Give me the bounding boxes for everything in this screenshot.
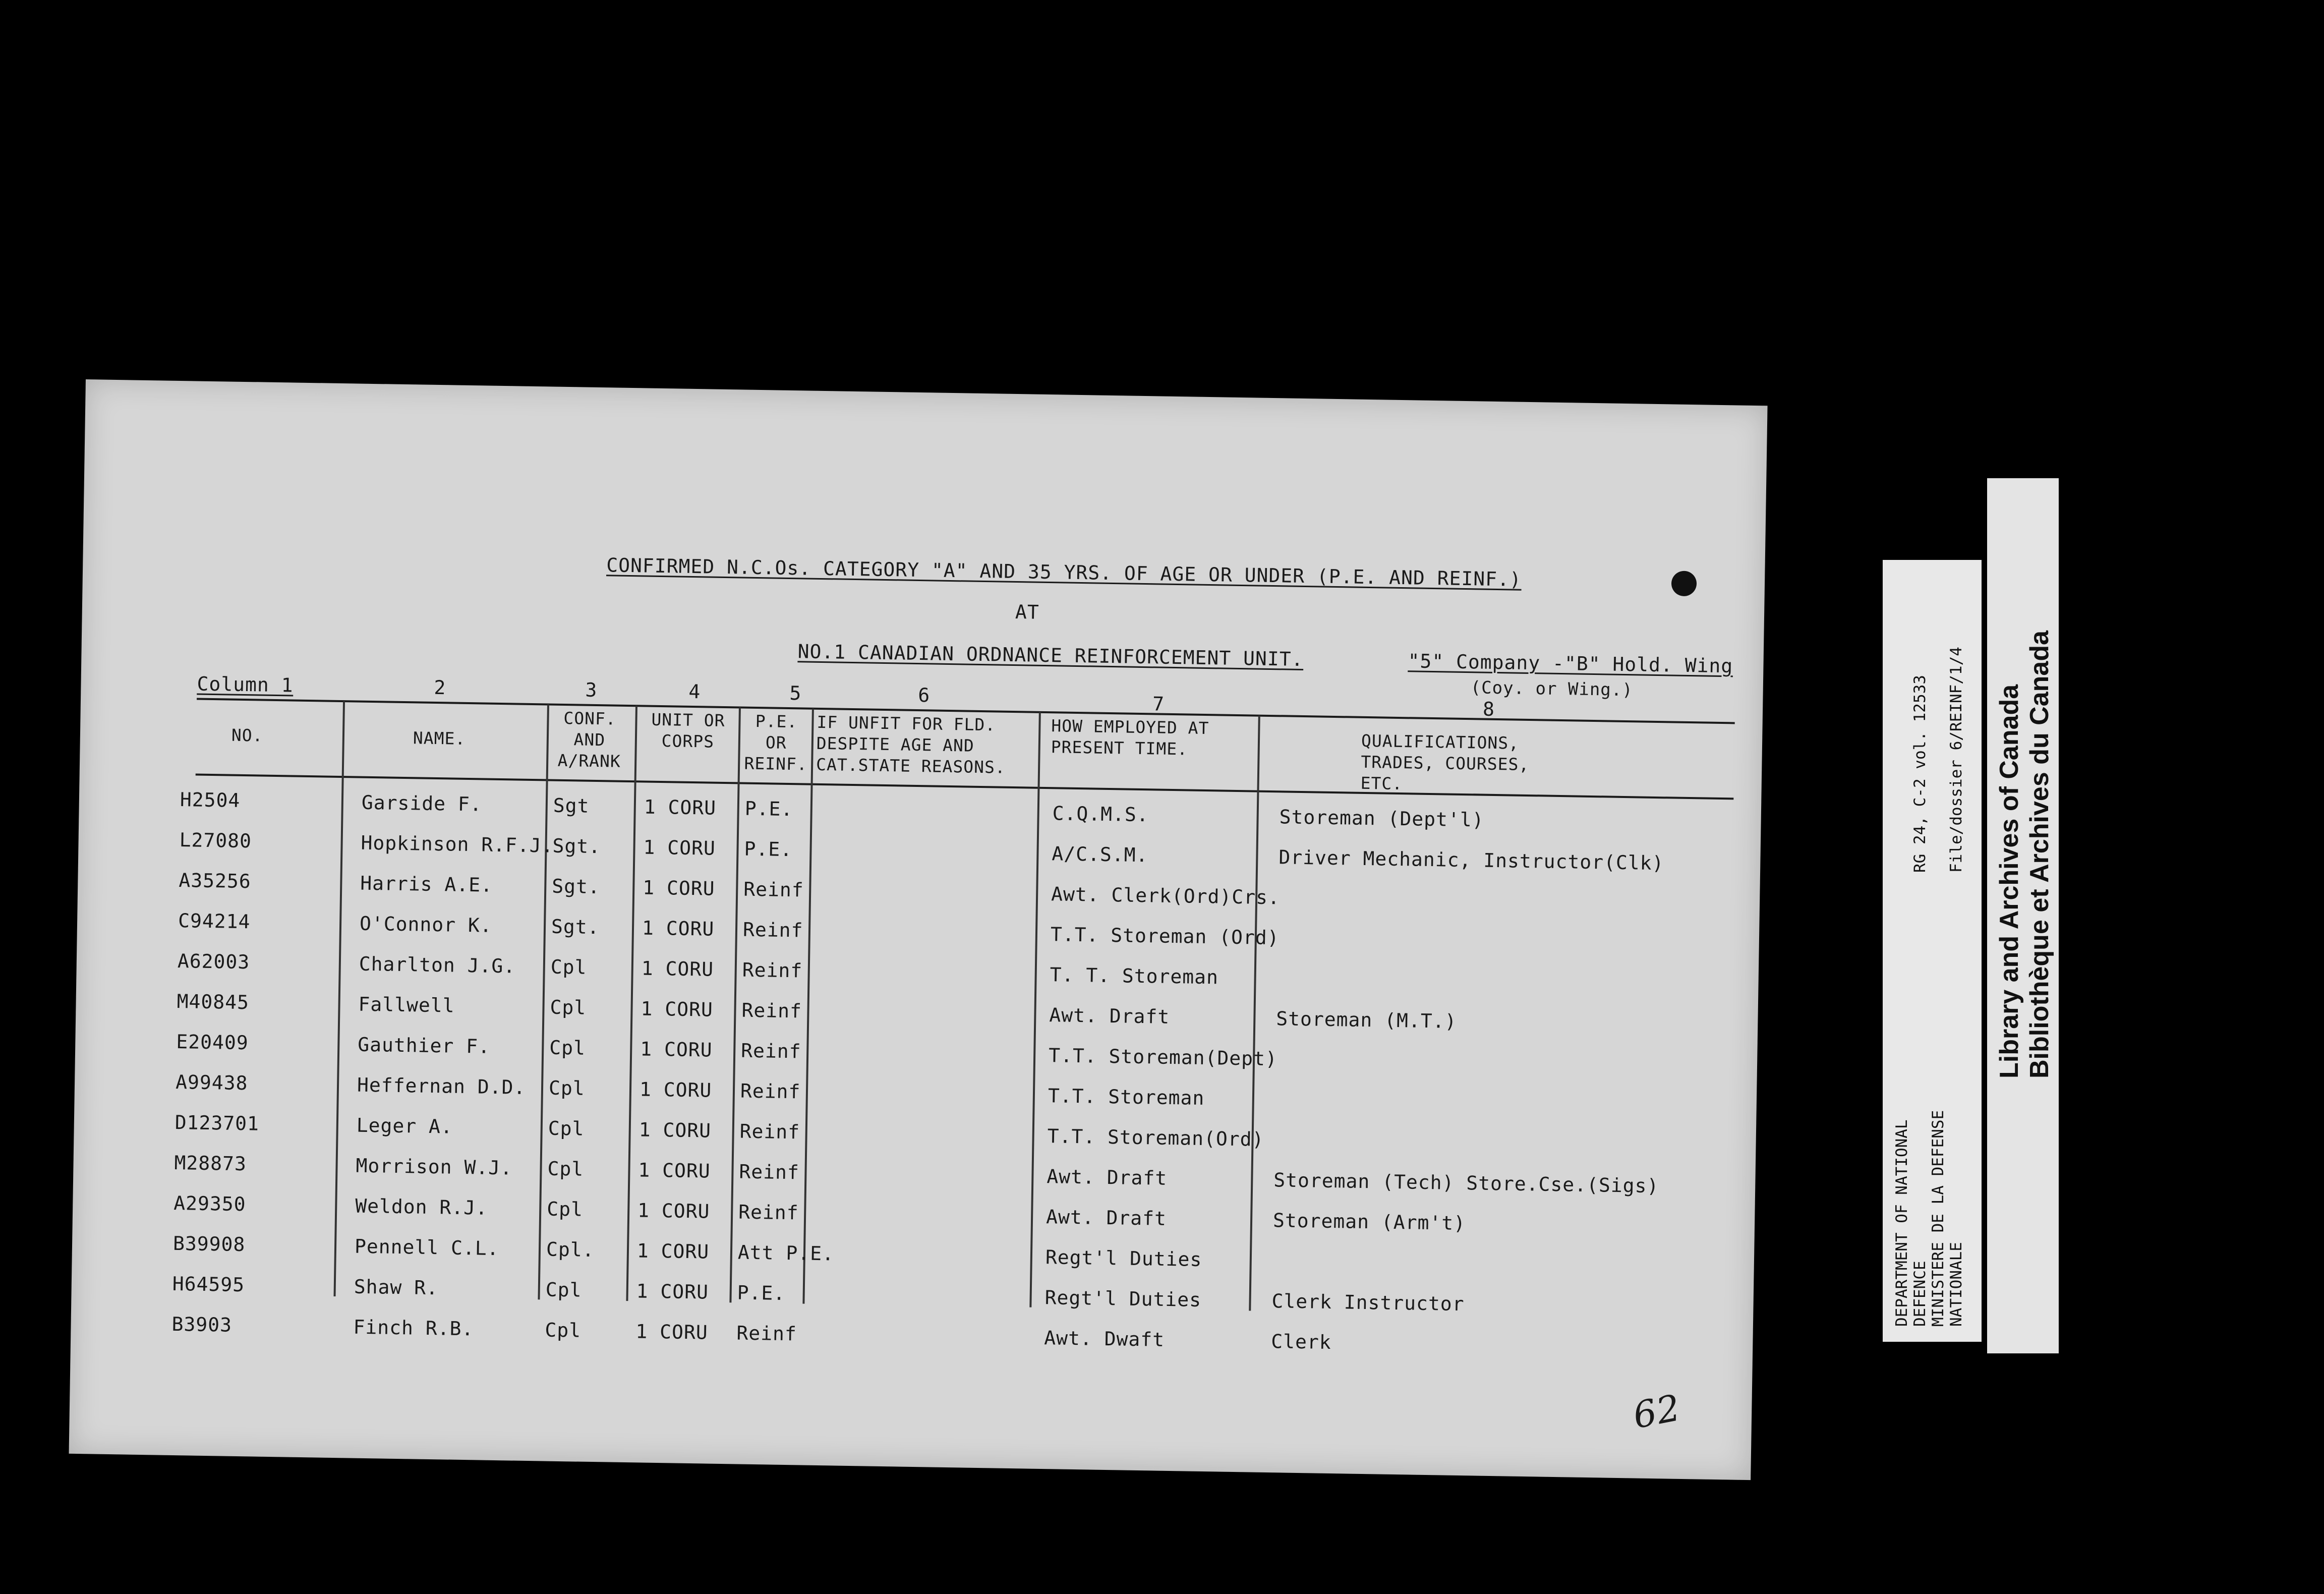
- row-rank: Cpl: [546, 1198, 584, 1221]
- row-name: Finch R.B.: [353, 1316, 474, 1340]
- row-rank: Sgt: [553, 794, 590, 817]
- header-conf-rank: CONF. AND A/RANK: [557, 708, 621, 771]
- department-line: NATIONALE: [1947, 1242, 1965, 1327]
- row-pe: Reinf: [739, 1120, 800, 1144]
- department-line: DEFENCE: [1911, 1261, 1929, 1327]
- company-label: (Coy. or Wing.): [1470, 677, 1634, 701]
- column-number: 2: [434, 676, 446, 699]
- column-rule: [626, 706, 637, 1301]
- row-no: H2504: [180, 788, 241, 812]
- row-employed: Regt'l Duties: [1045, 1246, 1202, 1271]
- row-no: M28873: [174, 1151, 247, 1175]
- row-pe: Reinf: [741, 999, 802, 1022]
- row-pe: P.E.: [744, 837, 793, 861]
- row-pe: Reinf: [738, 1201, 799, 1224]
- row-pe: Reinf: [740, 1079, 801, 1103]
- row-name: Weldon R.J.: [355, 1194, 488, 1219]
- column-number: 6: [918, 684, 931, 707]
- row-rank: Sgt.: [552, 834, 601, 858]
- header-pe-reinf: P.E. OR REINF.: [744, 711, 808, 774]
- row-pe: Att P.E.: [737, 1241, 835, 1265]
- row-name: Garside F.: [361, 791, 482, 816]
- row-employed: C.Q.M.S.: [1052, 802, 1149, 826]
- row-rank: Cpl: [549, 1036, 586, 1059]
- column-rule: [1249, 716, 1260, 1311]
- document-title: CONFIRMED N.C.Os. CATEGORY "A" AND 35 YRS. OF AGE OR UNDER (P.E. AND REINF.): [606, 554, 1522, 591]
- header-no: NO.: [231, 725, 263, 746]
- row-unit: 1 CORU: [637, 1199, 710, 1223]
- row-unit: 1 CORU: [638, 1159, 711, 1182]
- row-no: C94214: [178, 909, 251, 933]
- row-qualifications: Storeman (Arm't): [1272, 1209, 1466, 1235]
- row-unit: 1 CORU: [639, 1078, 712, 1102]
- row-qualifications: Storeman (Dept'l): [1279, 806, 1484, 831]
- row-no: A35256: [179, 869, 252, 893]
- row-no: D123701: [175, 1111, 260, 1135]
- row-name: Charlton J.G.: [359, 952, 516, 978]
- row-employed: Awt. Dwaft: [1044, 1327, 1165, 1351]
- header-employed: HOW EMPLOYED AT PRESENT TIME.: [1051, 716, 1209, 759]
- row-name: Harris A.E.: [360, 872, 493, 896]
- row-rank: Cpl: [545, 1278, 582, 1301]
- row-employed: T.T. Storeman(Dept): [1048, 1044, 1278, 1070]
- row-name: Hopkinson R.F.J.: [361, 831, 554, 857]
- row-name: Pennell C.L.: [354, 1235, 499, 1260]
- archive-reference-label: [1883, 560, 1982, 1342]
- row-employed: Awt. Draft: [1047, 1165, 1168, 1189]
- row-no: L27080: [179, 829, 252, 852]
- column-number: 8: [1482, 698, 1495, 720]
- row-pe: Reinf: [736, 1322, 797, 1345]
- row-rank: Cpl: [548, 1076, 586, 1100]
- row-no: B3903: [171, 1313, 233, 1336]
- record-group-reference: RG 24, C-2 vol. 12533: [1911, 675, 1929, 873]
- row-no: A62003: [177, 950, 250, 974]
- page-number-handwritten: 62: [1630, 1386, 1684, 1437]
- row-unit: 1 CORU: [636, 1239, 710, 1263]
- row-unit: 1 CORU: [640, 1038, 713, 1061]
- row-unit: 1 CORU: [642, 917, 715, 940]
- row-employed: T.T. Storeman (Ord): [1050, 923, 1280, 949]
- header-unit: UNIT OR CORPS: [651, 709, 725, 752]
- column-number: 7: [1152, 693, 1165, 715]
- row-employed: Awt. Draft: [1045, 1206, 1167, 1230]
- row-pe: P.E.: [744, 797, 793, 821]
- row-qualifications: Clerk Instructor: [1271, 1290, 1465, 1316]
- header-unfit: IF UNFIT FOR FLD. DESPITE AGE AND CAT.STATE REASONS.: [816, 712, 1006, 777]
- row-rank: Cpl.: [546, 1238, 595, 1262]
- row-no: M40845: [177, 990, 250, 1014]
- row-qualifications: Storeman (M.T.): [1276, 1007, 1457, 1033]
- row-name: O'Connor K.: [359, 912, 493, 937]
- row-pe: Reinf: [740, 1039, 801, 1063]
- row-no: B39908: [172, 1232, 246, 1256]
- row-employed: T.T. Storeman(Ord): [1047, 1125, 1264, 1151]
- row-name: Heffernan D.D.: [357, 1073, 526, 1099]
- row-rank: Cpl: [545, 1319, 582, 1342]
- row-pe: P.E.: [737, 1281, 786, 1305]
- department-line: MINISTERE DE LA DEFENSE: [1929, 1110, 1947, 1327]
- row-employed: Awt. Draft: [1049, 1004, 1170, 1028]
- row-pe: Reinf: [739, 1160, 800, 1184]
- lac-label: [1987, 478, 2059, 1353]
- header-qualifications: QUALIFICATIONS, TRADES, COURSES, ETC.: [1360, 730, 1530, 794]
- row-rank: Cpl: [548, 1117, 585, 1140]
- file-reference: File/dossier 6/REINF/1/4: [1947, 647, 1965, 873]
- row-unit: 1 CORU: [641, 997, 714, 1021]
- row-rank: Sgt.: [551, 915, 600, 939]
- column-number: 3: [585, 678, 598, 702]
- row-no: A29350: [173, 1191, 246, 1216]
- row-rank: Sgt.: [551, 875, 601, 898]
- row-rank: Cpl: [550, 996, 587, 1019]
- row-qualifications: Clerk: [1270, 1330, 1332, 1354]
- row-pe: Reinf: [742, 958, 803, 982]
- row-employed: Awt. Clerk(Ord)Crs.: [1051, 883, 1281, 909]
- row-name: Leger A.: [356, 1114, 453, 1138]
- document-subtitle-at: AT: [1015, 601, 1040, 623]
- column-rule: [334, 701, 345, 1296]
- row-name: Morrison W.J.: [356, 1154, 513, 1179]
- row-unit: 1 CORU: [642, 876, 715, 900]
- row-unit: 1 CORU: [644, 795, 717, 819]
- punch-hole: [1671, 571, 1697, 596]
- row-unit: 1 CORU: [641, 957, 714, 981]
- row-unit: 1 CORU: [635, 1320, 709, 1344]
- department-line: DEPARTMENT OF NATIONAL: [1893, 1119, 1911, 1327]
- row-name: Fallwell: [358, 993, 455, 1017]
- row-name: Shaw R.: [354, 1275, 439, 1299]
- row-name: Gauthier F.: [358, 1033, 491, 1058]
- header-name: NAME.: [413, 728, 466, 749]
- row-rank: Cpl: [547, 1157, 584, 1180]
- row-unit: 1 CORU: [636, 1280, 709, 1303]
- row-unit: 1 CORU: [638, 1118, 712, 1142]
- column-number: 4: [688, 680, 701, 703]
- column-label: Column 1: [197, 672, 294, 697]
- row-no: E20409: [176, 1030, 249, 1054]
- column-number: 5: [789, 681, 802, 705]
- row-employed: Regt'l Duties: [1044, 1286, 1202, 1311]
- unit-name: NO.1 CANADIAN ORDNANCE REINFORCEMENT UNIT.: [797, 640, 1304, 670]
- row-no: A99438: [175, 1070, 248, 1095]
- row-no: H64595: [172, 1272, 245, 1296]
- row-unit: 1 CORU: [643, 836, 716, 860]
- row-qualifications: Driver Mechanic, Instructor(Clk): [1279, 846, 1664, 875]
- row-pe: Reinf: [742, 918, 803, 942]
- row-rank: Cpl: [550, 955, 587, 979]
- company-value: "5" Company -"B" Hold. Wing: [1408, 650, 1733, 677]
- document-sheet: [69, 379, 1768, 1480]
- row-employed: A/C.S.M.: [1052, 842, 1148, 867]
- column-rule: [1029, 712, 1041, 1307]
- lac-name-english: Library and Archives of Canada: [1995, 684, 2024, 1078]
- lac-name-french: Bibliothèque et Archives du Canada: [2025, 630, 2054, 1078]
- row-pe: Reinf: [743, 878, 804, 901]
- row-employed: T. T. Storeman: [1050, 963, 1219, 989]
- row-employed: T.T. Storeman: [1048, 1085, 1205, 1110]
- column-rule: [802, 709, 814, 1304]
- row-qualifications: Storeman (Tech) Store.Cse.(Sigs): [1273, 1169, 1659, 1198]
